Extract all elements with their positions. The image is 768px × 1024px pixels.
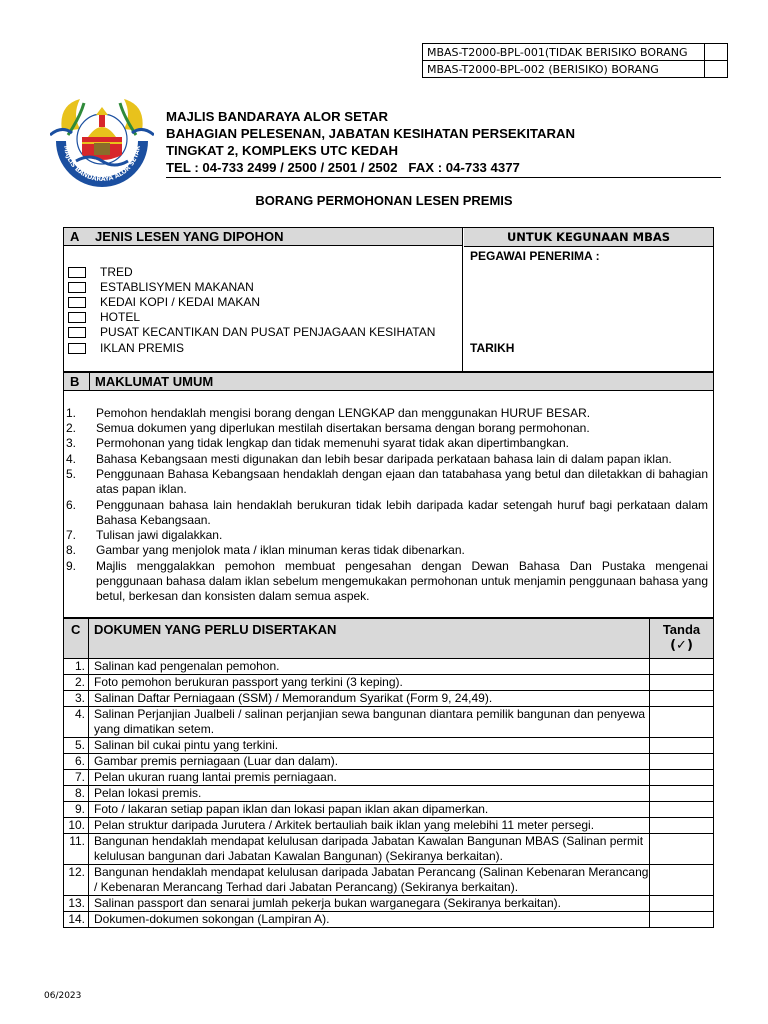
note-text: Majlis menggalakkan pemohon membuat pengesahan dengan Dewan Bahasa Dan Pustaka mengenai penggunaan bahasa dalam iklan sebelum mengemukakan permohonan untuk menjamin penggunaan bahasa yang betul, berkesan dan konsisten dalam semua aspek. [96,559,708,603]
row-text: Pelan lokasi premis. [89,786,650,802]
note-number: 7. [66,528,77,542]
row-text: Foto / lakaran setiap papan iklan dan lokasi papan iklan akan dipamerkan. [89,802,650,818]
table-row [64,865,714,896]
row-number: 8. [64,786,89,802]
row-text: Bangunan hendaklah mendapat kelulusan daripada Jabatan Kawalan Bangunan MBAS (Salinan permit kelulusan bangunan dari Jabatan Kawalan Bangunan) (Sekiranya berkaitan). [89,834,650,865]
office-use-header: UNTUK KEGUNAAN MBAS [464,228,713,247]
licence-checkbox-beauty-health-centre[interactable] [68,327,86,338]
table-row [64,770,714,786]
department-name: BAHAGIAN PELESENAN, JABATAN KESIHATAN PERSEKITARAN [166,126,576,141]
note-text: Gambar yang menjolok mata / iklan minuman keras tidak dibenarkan. [96,543,465,557]
row-number: 7. [64,770,89,786]
row-text: Dokumen-dokumen sokongan (Lampiran A). [89,912,650,928]
mark-cell[interactable] [650,707,714,738]
licence-checkbox-tred[interactable] [68,267,86,278]
table-row [64,707,714,738]
licence-checkbox-coffee-shop[interactable] [68,297,86,308]
mark-cell[interactable] [650,834,714,865]
mark-cell[interactable] [650,738,714,754]
note-number: 5. [66,467,77,481]
reference-code-table [422,43,728,78]
section-letter: A [70,229,80,244]
mark-cell[interactable] [650,675,714,691]
row-number: 4. [64,707,89,738]
receiving-officer-label: PEGAWAI PENERIMA : [470,249,600,263]
reference-checkbox[interactable] [705,44,728,61]
section-letter: B [70,374,80,389]
note-text: Penggunaan Bahasa Kebangsaan hendaklah dengan ejaan dan tatabahasa yang betul dan diletakkan di bahagian atas papan iklan. [96,467,708,496]
form-version-date: 06/2023 [44,991,82,1001]
row-text: Salinan kad pengenalan pemohon. [89,659,650,675]
form-title: BORANG PERMOHONAN LESEN PREMIS [255,193,513,208]
licence-label: TRED [100,265,133,279]
logo-ring-text: MAJLIS BANDARAYA ALOR SETAR [62,145,142,184]
licence-checkbox-food-establishment[interactable] [68,282,86,293]
mark-cell[interactable] [650,659,714,675]
licence-label: PUSAT KECANTIKAN DAN PUSAT PENJAGAAN KESIHATAN [100,325,436,339]
reference-row [423,61,728,78]
licence-label: ESTABLISYMEN MAKANAN [100,280,254,294]
mark-cell[interactable] [650,754,714,770]
header-divider [166,177,721,178]
row-text: Pelan struktur daripada Jurutera / Arkitek bertauliah baik iklan yang melebihi 11 meter persegi. [89,818,650,834]
row-number: 5. [64,738,89,754]
table-row [64,802,714,818]
note-number: 9. [66,559,77,573]
row-number: 3. [64,691,89,707]
table-row [64,659,714,675]
checkmark-icon: (✓) [670,638,693,653]
table-row [64,691,714,707]
row-number: 12. [64,865,89,896]
section-title: JENIS LESEN YANG DIPOHON [95,229,284,244]
mark-cell[interactable] [650,865,714,896]
licence-label: KEDAI KOPI / KEDAI MAKAN [100,295,261,309]
note-text: Tulisan jawi digalakkan. [96,528,223,542]
note-number: 2. [66,421,77,435]
row-text: Foto pemohon berukuran passport yang terkini (3 keping). [89,675,650,691]
row-number: 11. [64,834,89,865]
reference-row [423,44,728,61]
table-row [64,738,714,754]
date-label: TARIKH [470,341,515,355]
row-number: 13. [64,896,89,912]
licence-label: IKLAN PREMIS [100,341,185,355]
contact-line: TEL : 04-733 2499 / 2500 / 2501 / 2502 FAX : 04-733 4377 [166,160,520,175]
row-text: Salinan Daftar Perniagaan (SSM) / Memorandum Syarikat (Form 9, 24,49). [89,691,650,707]
note-text: Bahasa Kebangsaan mesti digunakan dan lebih besar daripada perkataan bahasa lain di dalam papan iklan. [96,452,672,466]
section-a-header [63,227,463,246]
table-row [64,818,714,834]
mark-cell[interactable] [650,770,714,786]
header-divider-line [89,373,90,391]
licence-checkbox-hotel[interactable] [68,312,86,323]
row-number: 10. [64,818,89,834]
letterhead [166,108,575,176]
mark-cell[interactable] [650,802,714,818]
reference-code: MBAS-T2000-BPL-002 (BERISIKO) BORANG [423,61,705,78]
mark-cell[interactable] [650,691,714,707]
table-header-row [64,619,714,659]
note-number: 6. [66,498,77,512]
organization-name: MAJLIS BANDARAYA ALOR SETAR [166,109,389,124]
section-letter: C [64,619,89,659]
mark-cell[interactable] [650,818,714,834]
note-number: 8. [66,543,77,557]
address-line: TINGKAT 2, KOMPLEKS UTC KEDAH [166,143,399,158]
row-number: 1. [64,659,89,675]
row-number: 6. [64,754,89,770]
note-number: 4. [66,452,77,466]
note-text: Permohonan yang tidak lengkap dan tidak memenuhi syarat tidak akan dipertimbangkan. [96,436,569,450]
table-row [64,912,714,928]
row-number: 2. [64,675,89,691]
mark-column-header [650,619,714,659]
table-row [64,754,714,770]
note-text: Penggunaan bahasa lain hendaklah berukuran tidak lebih daripada kadar setengah huruf bagi perkataan dalam Bahasa Kebangsaan. [96,498,708,527]
mark-cell[interactable] [650,896,714,912]
section-b-header [63,372,714,391]
note-number: 3. [66,436,77,450]
table-row [64,896,714,912]
row-text: Bangunan hendaklah mendapat kelulusan daripada Jabatan Perancang (Salinan Kebenaran Merancang / Kebenaran Merancang Terhad dari Jabatan Perancang) (Sekiranya berkaitan). [89,865,650,896]
table-row [64,834,714,865]
council-logo [50,95,154,191]
note-text: Pemohon hendaklah mengisi borang dengan LENGKAP dan menggunakan HURUF BESAR. [96,406,591,420]
section-title: DOKUMEN YANG PERLU DISERTAKAN [89,619,650,659]
section-title: MAKLUMAT UMUM [95,374,214,389]
table-row [64,786,714,802]
reference-checkbox[interactable] [705,61,728,78]
row-text: Salinan passport dan senarai jumlah pekerja bukan warganegara (Sekiranya berkaitan). [89,896,650,912]
row-text: Salinan Perjanjian Jualbeli / salinan perjanjian sewa bangunan diantara pemilik bangunan dan penyewa yang dimatikan setem. [89,707,650,738]
mark-cell[interactable] [650,786,714,802]
table-row [64,675,714,691]
row-number: 9. [64,802,89,818]
row-number: 14. [64,912,89,928]
row-text: Salinan bil cukai pintu yang terkini. [89,738,650,754]
licence-checkbox-premise-advertisement[interactable] [68,343,86,354]
licence-label: HOTEL [100,310,141,324]
reference-code: MBAS-T2000-BPL-001(TIDAK BERISIKO BORANG [423,44,705,61]
required-documents-table [63,618,714,928]
note-number: 1. [66,406,77,420]
mark-cell[interactable] [650,912,714,928]
row-text: Pelan ukuran ruang lantai premis perniagaan. [89,770,650,786]
note-text: Semua dokumen yang diperlukan mestilah disertakan bersama dengan borang permohonan. [96,421,590,435]
mark-header-label: Tanda [662,622,701,637]
row-text: Gambar premis perniagaan (Luar dan dalam). [89,754,650,770]
